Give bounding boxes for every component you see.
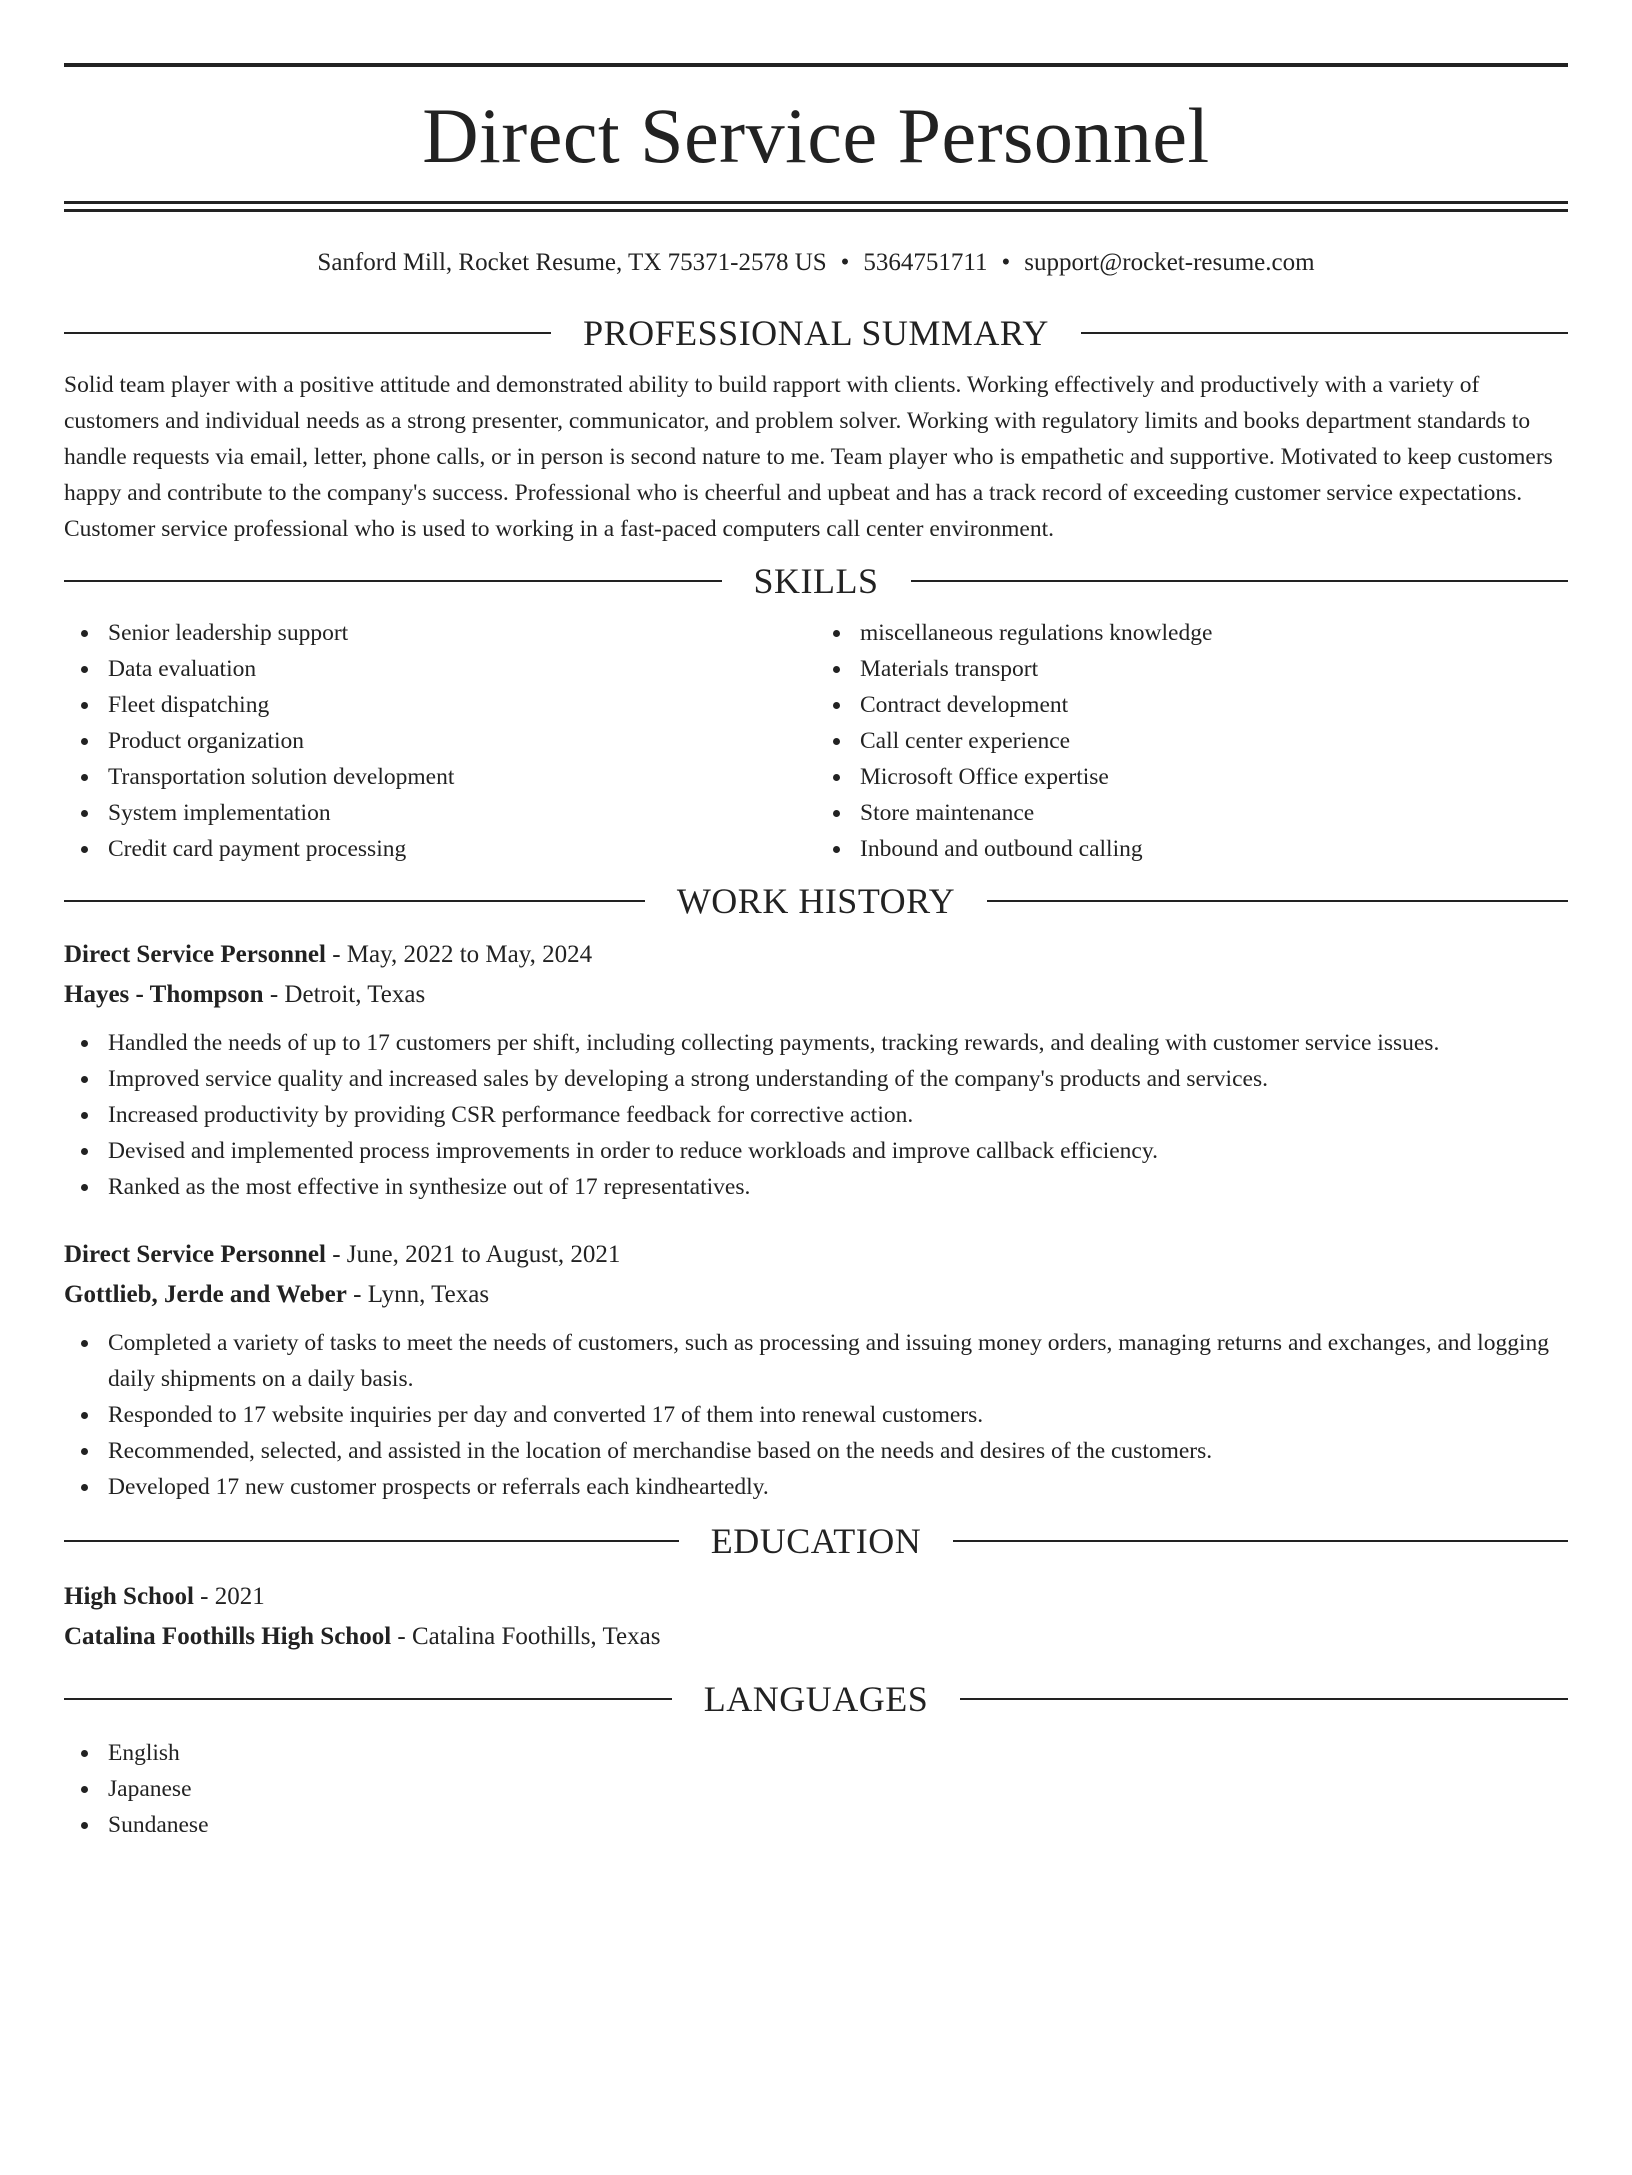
job-title: Direct Service Personnel — [64, 1241, 326, 1268]
education-year: 2021 — [214, 1583, 265, 1610]
dash: - — [391, 1623, 412, 1650]
skill-item: Call center experience — [860, 723, 1568, 759]
title-double-rule — [64, 201, 1568, 212]
section-title: LANGUAGES — [703, 1679, 929, 1719]
education-school: Catalina Foothills High School — [64, 1623, 392, 1650]
education-location: Catalina Foothills, Texas — [411, 1623, 661, 1650]
summary-heading — [64, 311, 1568, 355]
heading-rule — [64, 1540, 679, 1542]
job-dates: June, 2021 to August, 2021 — [346, 1241, 621, 1268]
heading-rule — [1081, 332, 1568, 334]
job-title: Direct Service Personnel — [64, 941, 326, 968]
skill-item: Transportation solution development — [108, 759, 816, 795]
contact-email[interactable]: support@rocket-resume.com — [1024, 249, 1315, 276]
contact-separator: • — [1001, 249, 1011, 276]
summary-text: Solid team player with a positive attitude and demonstrated ability to build rapport with clients. Working effectively and productively with a variety of customers and individual needs as a strong presenter, communicator, and problem solver. Working with regulatory limits and books department standards to handle requests via email, letter, phone calls, or in person is second nature to me. Team player who is empathetic and supportive. Motivated to keep customers happy and contribute to the company's success. Professional who is cheerful and upbeat and has a track record of exceeding customer service expectations. Customer service professional who is used to working in a fast-paced computers call center environment. — [64, 372, 1553, 542]
heading-rule — [987, 900, 1568, 902]
job-bullet: Recommended, selected, and assisted in the location of merchandise based on the needs and desires of the customers. — [108, 1433, 1568, 1469]
dash: - — [325, 941, 347, 968]
language-item: English — [108, 1735, 1568, 1771]
job-title-line — [64, 935, 1568, 975]
skill-item: Store maintenance — [860, 795, 1568, 831]
skills-list — [64, 615, 1568, 867]
skill-item: Credit card payment processing — [108, 831, 816, 867]
job-dates: May, 2022 to May, 2024 — [346, 941, 593, 968]
job-bullets — [64, 1025, 1568, 1205]
contact-separator: • — [840, 249, 850, 276]
section-title: PROFESSIONAL SUMMARY — [583, 313, 1049, 353]
skill-item: Contract development — [860, 687, 1568, 723]
job-title-line — [64, 1235, 1568, 1275]
job-bullet: Devised and implemented process improvements in order to reduce workloads and improve callback efficiency. — [108, 1133, 1568, 1169]
job-bullet: Increased productivity by providing CSR performance feedback for corrective action. — [108, 1097, 1568, 1133]
job-entry — [64, 1235, 1568, 1505]
skills-left-column — [64, 615, 816, 867]
heading-rule — [953, 1540, 1568, 1542]
work-heading — [64, 879, 1568, 923]
job-company-line — [64, 1275, 1568, 1315]
skill-item: Data evaluation — [108, 651, 816, 687]
skill-item: miscellaneous regulations knowledge — [860, 615, 1568, 651]
heading-rule — [64, 900, 645, 902]
heading-rule — [911, 580, 1569, 582]
dash: - — [193, 1583, 215, 1610]
skill-item: System implementation — [108, 795, 816, 831]
heading-rule — [64, 1698, 672, 1700]
section-title: EDUCATION — [710, 1521, 922, 1561]
resume-page — [0, 63, 1632, 2175]
job-location: Lynn, Texas — [367, 1281, 490, 1308]
job-bullet: Responded to 17 website inquiries per day and converted 17 of them into renewal customers. — [108, 1397, 1568, 1433]
skill-item: Inbound and outbound calling — [860, 831, 1568, 867]
skill-item: Senior leadership support — [108, 615, 816, 651]
job-bullets — [64, 1325, 1568, 1505]
education-entry — [64, 1577, 1568, 1657]
heading-rule — [64, 580, 722, 582]
job-bullet: Ranked as the most effective in synthesize out of 17 representatives. — [108, 1169, 1568, 1205]
skill-item: Materials transport — [860, 651, 1568, 687]
section-title: WORK HISTORY — [676, 881, 956, 921]
skill-item: Product organization — [108, 723, 816, 759]
heading-rule — [64, 332, 551, 334]
dash: - — [325, 1241, 347, 1268]
language-item: Sundanese — [108, 1807, 1568, 1843]
education-degree: High School — [64, 1583, 194, 1610]
job-company: Gottlieb, Jerde and Weber — [64, 1281, 347, 1308]
resume-title: Direct Service Personnel — [422, 92, 1210, 179]
job-bullet: Improved service quality and increased sales by developing a strong understanding of the company's products and services. — [108, 1061, 1568, 1097]
job-entry — [64, 935, 1568, 1205]
job-location: Detroit, Texas — [284, 981, 426, 1008]
skills-heading — [64, 559, 1568, 603]
education-degree-line — [64, 1577, 1568, 1617]
job-bullet: Handled the needs of up to 17 customers per shift, including collecting payments, tracking rewards, and dealing with customer service issues. — [108, 1025, 1568, 1061]
education-heading — [64, 1519, 1568, 1563]
education-school-line — [64, 1617, 1568, 1657]
skill-item: Microsoft Office expertise — [860, 759, 1568, 795]
language-item: Japanese — [108, 1771, 1568, 1807]
job-company: Hayes - Thompson — [64, 981, 264, 1008]
languages-heading — [64, 1677, 1568, 1721]
contact-phone: 5364751711 — [863, 249, 988, 276]
job-bullet: Completed a variety of tasks to meet the needs of customers, such as processing and issuing money orders, managing returns and exchanges, and logging daily shipments on a daily basis. — [108, 1325, 1568, 1397]
skill-item: Fleet dispatching — [108, 687, 816, 723]
contact-address: Sanford Mill, Rocket Resume, TX 75371-2578 US — [317, 249, 827, 276]
job-bullet: Developed 17 new customer prospects or referrals each kindheartedly. — [108, 1469, 1568, 1505]
heading-rule — [960, 1698, 1568, 1700]
skills-right-column — [816, 615, 1568, 867]
dash: - — [263, 981, 285, 1008]
languages-list — [64, 1735, 1568, 1843]
dash: - — [346, 1281, 368, 1308]
contact-line — [64, 248, 1568, 278]
job-company-line — [64, 975, 1568, 1015]
section-title: SKILLS — [753, 561, 879, 601]
